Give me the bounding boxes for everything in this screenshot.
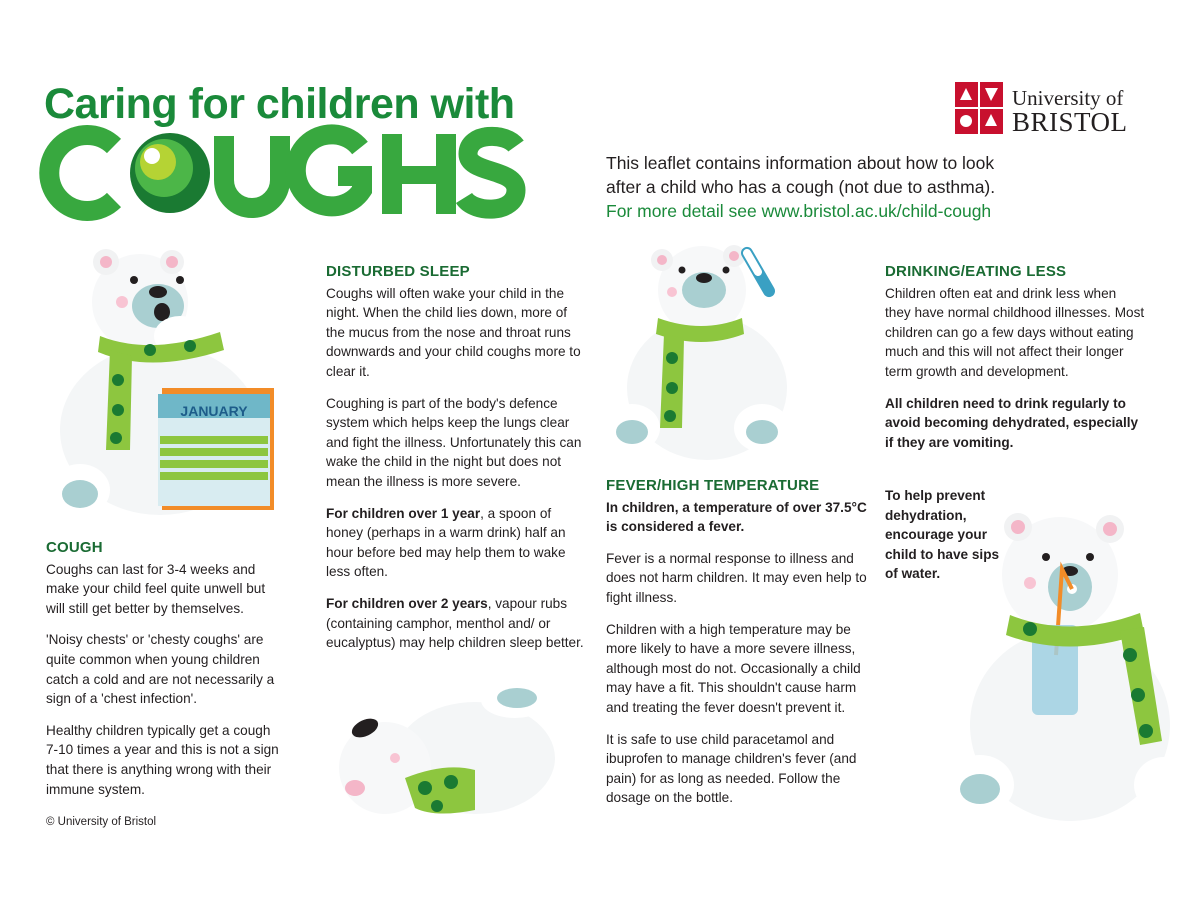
sleep-p4-rest: , vapour rubs (containing camphor, menthol and/ or eucalyptus) may help children sleep better. [326,595,584,651]
drinking-heading: DRINKING/EATING LESS [885,263,1067,280]
intro-line2: after a child who has a cough (not due to asthma). [606,177,996,197]
page-title-line1: Caring for children with [44,80,515,128]
university-crest [955,82,1003,134]
cough-paragraph-2: 'Noisy chests' or 'chesty coughs' are quite common when young children catch a cold and are not necessarily a sign of a 'chest infection'. [46,632,275,707]
fever-heading: FEVER/HIGH TEMPERATURE [606,477,820,494]
bear-with-thermometer-illustration [602,238,812,468]
sleep-section [326,262,586,665]
letter-o-swirl [130,133,210,213]
fever-paragraph-2: Children with a high temperature may be more likely to have a more severe illness, although most do not. Occasionally a child may have a fit. This shouldn't cause harm and treating the fever doesn't prevent it. [606,621,861,715]
drinking-section [885,262,1145,464]
letter-u [224,136,280,208]
sleep-heading: DISTURBED SLEEP [326,263,470,280]
cough-section [46,538,286,811]
dehydration-tip: To help prevent dehydration, encourage your child to have sips of water. [885,488,1000,582]
bear-with-calendar-illustration [40,240,290,525]
logo-line1: University of [1012,86,1124,110]
letter-c [49,135,114,211]
fever-lead: In children, a temperature of over 37.5°C is considered a fever. [606,499,867,535]
fever-section [606,476,871,820]
cough-paragraph-3: Healthy children typically get a cough 7-10 times a year and this is not a sign that there is anything wrong with their immune system. [46,722,279,797]
cough-paragraph-1: Coughs can last for 3-4 weeks and make your child feel quite unwell but will still get better by themselves. [46,561,266,616]
fever-paragraph-1: Fever is a normal response to illness and does not harm children. It may even help to fight illness. [606,550,867,605]
intro-line1: This leaflet contains information about how to look [606,153,995,173]
sleep-paragraph-3 [326,504,586,582]
copyright-notice: © University of Bristol [46,816,157,828]
sleep-paragraph-2: Coughing is part of the body's defence system which helps keep the lungs clear and fight the illness. Unfortunately this can wake the child in the night but does not mean the illness is more severe. [326,395,582,489]
drinking-paragraph-1: Children often eat and drink less when they have normal childhood illnesses. Most children can go a few days without eating much and this will not affect their longer term growth and development. [885,285,1145,379]
sleep-paragraph-1: Coughs will often wake your child in the night. When the child lies down, more of the mucus from the nose and throat runs downwards and your child coughs more to clear it. [326,285,581,379]
page-title-coughs [44,128,524,218]
sleep-p4-bold: For children over 2 years [326,595,488,611]
letter-h [382,134,456,214]
intro-text [606,151,1076,223]
letter-g [296,134,362,206]
logo-line2: BRISTOL [1012,107,1128,137]
intro-link-line[interactable]: For more detail see www.bristol.ac.uk/child-cough [606,201,992,221]
sleep-p3-rest: , a spoon of honey (perhaps in a warm drink) half an hour before bed may help them to wake less often. [326,505,566,580]
university-logo[interactable] [1012,88,1128,136]
letter-s [464,136,516,209]
cough-heading: COUGH [46,539,103,556]
lying-bear-illustration [325,678,565,838]
drinking-paragraph-2: All children need to drink regularly to avoid becoming dehydrated, especially if they are vomiting. [885,395,1139,450]
fever-paragraph-3: It is safe to use child paracetamol and ibuprofen to manage children's fever (and pain) for as long as needed. Follow the dosage on the bottle. [606,731,857,806]
sleep-paragraph-4 [326,594,586,653]
sleep-p3-bold: For children over 1 year [326,505,481,521]
calendar-month: JANUARY [180,403,248,419]
calendar-illustration [158,388,274,510]
